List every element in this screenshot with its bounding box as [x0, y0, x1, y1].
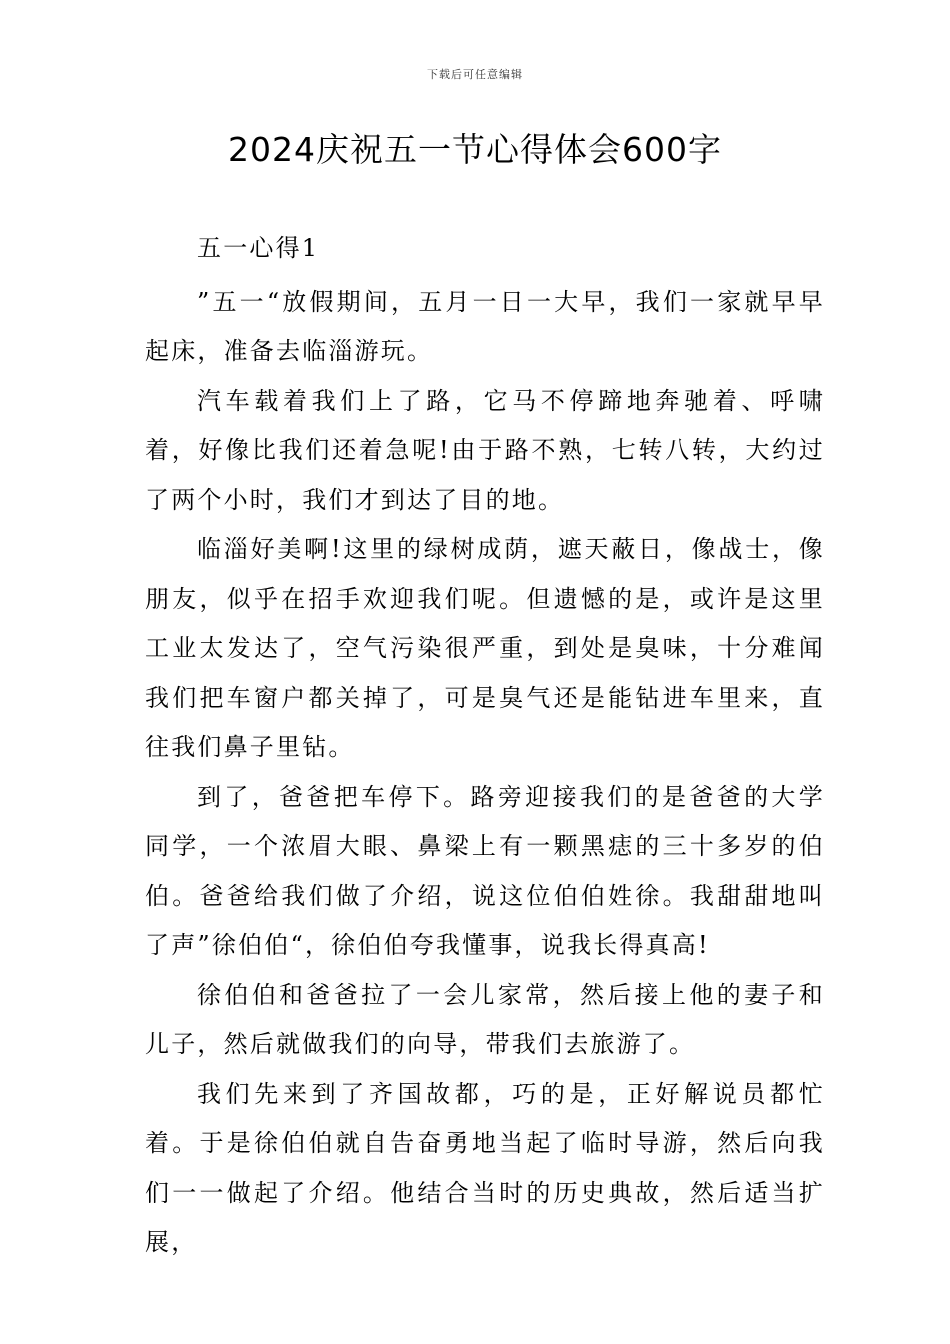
document-body: [145, 224, 825, 1268]
paragraph: 到了，爸爸把车停下。路旁迎接我们的是爸爸的大学同学，一个浓眉大眼、鼻梁上有一颗黑痣的三十多岁的伯伯。爸爸给我们做了介绍，说这位伯伯姓徐。我甜甜地叫了声”徐伯伯“，徐伯伯夸我懂事，说我长得真高!: [145, 782, 825, 959]
paragraph: ”五一“放假期间，五月一日一大早，我们一家就早早起床，准备去临淄游玩。: [145, 287, 825, 365]
paragraph: 汽车载着我们上了路，它马不停蹄地奔驰着、呼啸着，好像比我们还着急呢!由于路不熟，七转八转，大约过了两个小时，我们才到达了目的地。: [145, 386, 825, 514]
document-title: 2024庆祝五一节心得体会600字: [228, 130, 722, 169]
paragraph: 徐伯伯和爸爸拉了一会儿家常，然后接上他的妻子和儿子，然后就做我们的向导，带我们去旅游了。: [145, 980, 825, 1058]
section-heading: 五一心得1: [197, 234, 320, 262]
header-note: 下载后可任意编辑: [427, 68, 523, 81]
paragraph: 我们先来到了齐国故都，巧的是，正好解说员都忙着。于是徐伯伯就自告奋勇地当起了临时导游，然后向我们一一做起了介绍。他结合当时的历史典故，然后适当扩展，: [145, 1079, 825, 1256]
paragraph: 临淄好美啊!这里的绿树成荫，遮天蔽日，像战士，像朋友，似乎在招手欢迎我们呢。但遗憾的是，或许是这里工业太发达了，空气污染很严重，到处是臭味，十分难闻我们把车窗户都关掉了，可是臭气还是能钻进车里来，直往我们鼻子里钻。: [145, 535, 825, 761]
